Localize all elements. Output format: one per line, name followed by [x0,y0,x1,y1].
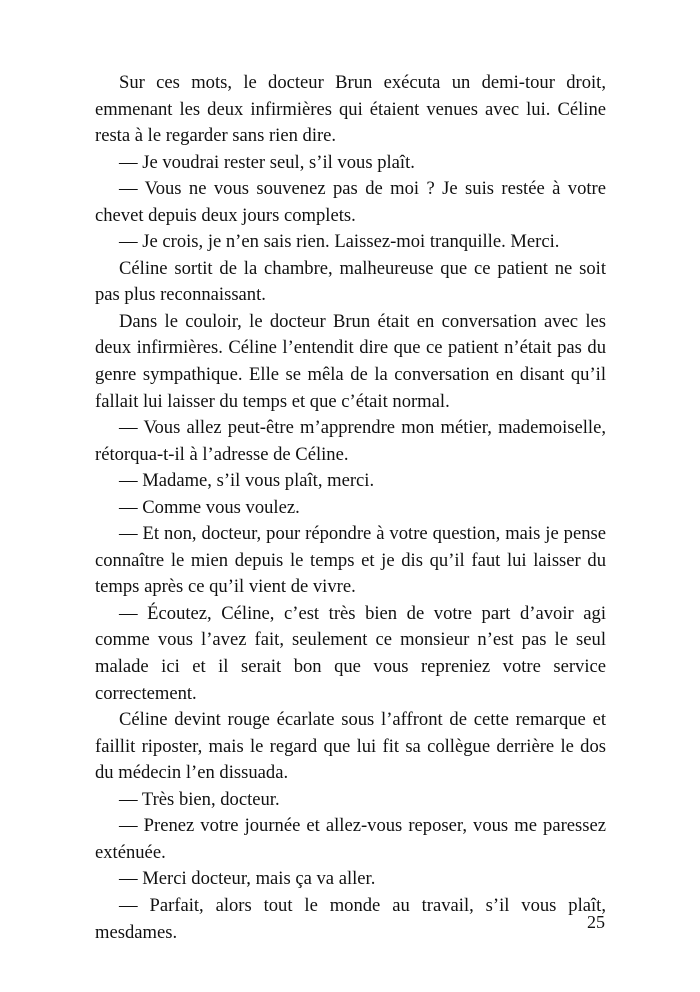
paragraph: — Je crois, je n’en sais rien. Laissez-moi tranquille. Merci. [119,231,560,253]
paragraph: — Vous ne vous souvenez pas de moi ? Je suis restée à votre chevet depuis deux jours complets. [95,178,606,226]
paragraph: — Prenez votre journée et allez-vous reposer, vous me paressez exténuée. [95,815,606,863]
paragraph: — Très bien, docteur. [119,788,280,810]
paragraph: Dans le couloir, le docteur Brun était en conversation avec les deux infirmières. Céline l’entendit dire que ce patient n’était pas du genre sympathique. Elle se mêla de la conversation en disant qu’il fallait lui laisser du temps et que c’était normal. [95,310,606,412]
paragraph: — Madame, s’il vous plaît, merci. [119,470,375,492]
paragraph: — Comme vous voulez. [119,496,300,518]
paragraph: — Écoutez, Céline, c’est très bien de votre part d’avoir agi comme vous l’avez fait, seulement ce monsieur n’est pas le seul malade ici et il serait bon que vous repreniez votre service correctement. [95,602,606,704]
paragraph: Céline sortit de la chambre, malheureuse que ce patient ne soit pas plus reconnaissant. [95,257,606,306]
body-text [95,70,606,946]
paragraph: Céline devint rouge écarlate sous l’affront de cette remarque et faillit riposter, mais le regard que lui fit sa collègue derrière le dos du médecin l’en dissuada. [95,709,606,784]
paragraph: Sur ces mots, le docteur Brun exécuta un demi-tour droit, emmenant les deux infirmières qui étaient venues avec lui. Céline resta à le regarder sans rien dire. [95,72,606,147]
paragraph: — Merci docteur, mais ça va aller. [119,868,376,890]
paragraph: — Parfait, alors tout le monde au travail, s’il vous plaît, mesdames. [95,894,606,943]
paragraph: — Je voudrai rester seul, s’il vous plaît. [119,151,415,173]
page-number: 25 [587,912,605,932]
paragraph: — Vous allez peut-être m’apprendre mon métier, mademoiselle, rétorqua-t-il à l’adresse de Céline. [95,417,606,465]
paragraph: — Et non, docteur, pour répondre à votre question, mais je pense connaître le mien depuis le temps et je dis qu’il faut lui laisser du temps après ce qu’il vient de vivre. [95,523,606,598]
